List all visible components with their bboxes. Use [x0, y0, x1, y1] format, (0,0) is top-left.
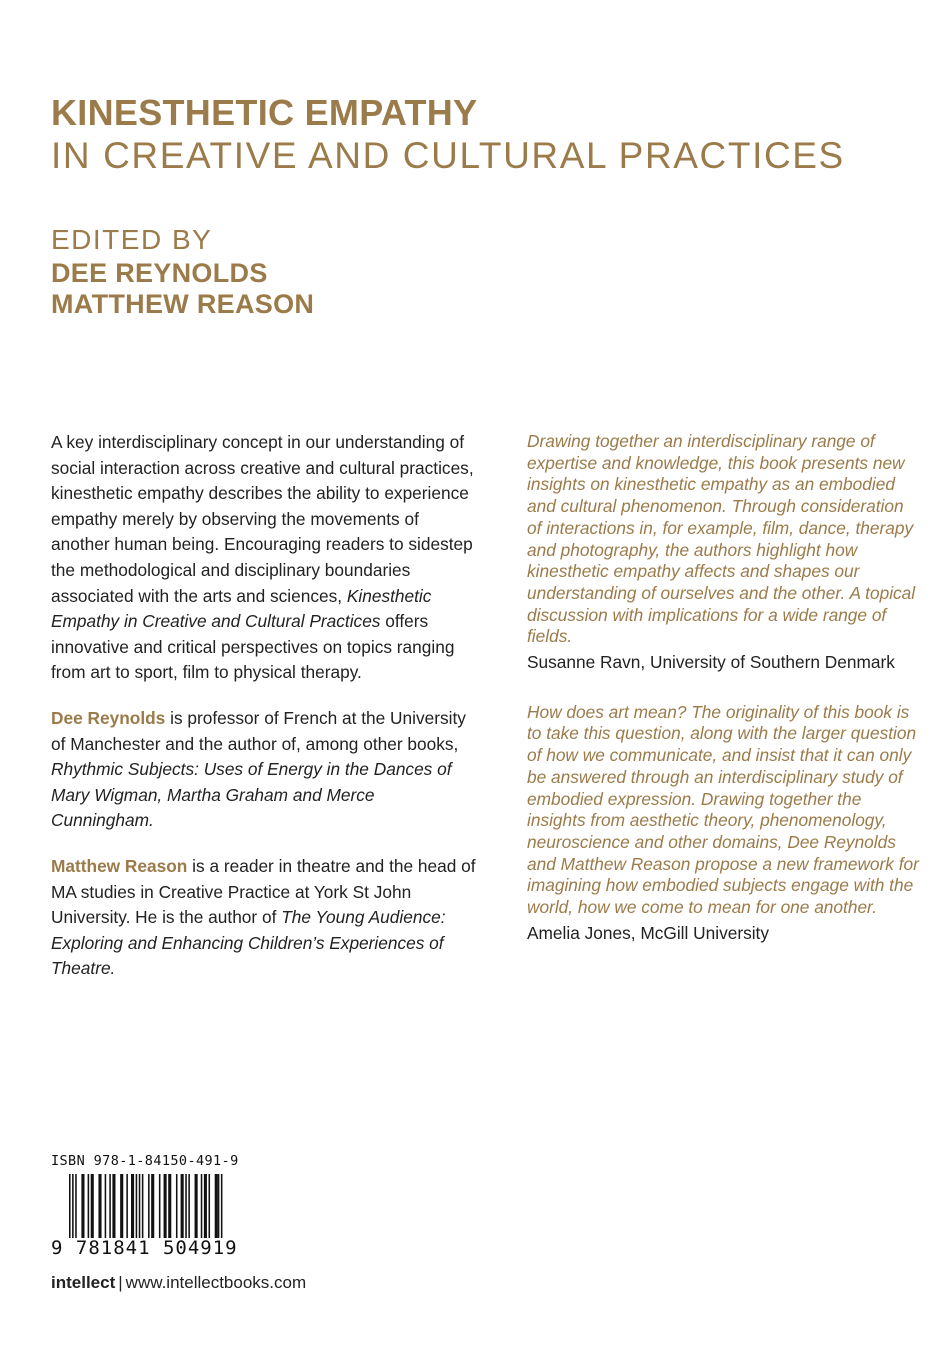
barcode-bar	[69, 1174, 71, 1238]
barcode-bar	[204, 1174, 207, 1238]
barcode-bar	[75, 1174, 77, 1238]
barcode-bar	[195, 1174, 198, 1238]
barcode-bar	[105, 1174, 107, 1238]
editor-bio	[51, 854, 481, 982]
barcode-bar	[120, 1174, 123, 1238]
bio-text: is a reader in theatre and the head of MA studies in Creative Practice at York St John University. He is the author of	[51, 855, 476, 928]
barcode-bar	[168, 1174, 171, 1238]
barcode-bar	[131, 1174, 134, 1238]
publisher-website[interactable]: www.intellectbooks.com	[125, 1273, 307, 1292]
barcode-bar	[148, 1174, 150, 1238]
barcode-bar	[126, 1174, 128, 1238]
barcode-bar	[164, 1174, 167, 1238]
barcode-bar	[72, 1174, 74, 1238]
barcode-bar	[185, 1174, 187, 1238]
blurb-paragraph	[51, 430, 481, 686]
book-title: KINESTHETIC EMPATHY	[51, 92, 478, 133]
barcode-bar	[112, 1174, 115, 1238]
editor-bio	[51, 706, 481, 834]
book-subtitle: IN CREATIVE AND CULTURAL PRACTICES	[51, 135, 845, 176]
barcode-bar	[139, 1174, 141, 1238]
barcode-bar	[142, 1174, 144, 1238]
barcode-bar	[218, 1174, 220, 1238]
barcode-bar	[159, 1174, 161, 1238]
barcode-bar	[201, 1174, 203, 1238]
bio-book-title: The Young Audience: Exploring and Enhancing Children’s Experiences of Theatre.	[51, 907, 446, 979]
barcode-bar	[215, 1174, 218, 1238]
publisher-footer	[51, 1273, 306, 1293]
barcode-bar	[91, 1174, 94, 1238]
barcode-bar	[181, 1174, 184, 1238]
barcode-bar	[88, 1174, 90, 1238]
review-quote: Drawing together an interdisciplinary range of expertise and knowledge, this book presents new insights on kinesthetic empathy as an embodied and cultural phenomenon. Through consideration of interactions in, for example, film, dance, therapy and photography, the authors highlight how kinesthetic empathy affects and shapes our understanding of ourselves and the other. A topical discussion with implications for a wide range of fields.	[527, 431, 916, 647]
blurb-text: offers innovative and critical perspectives on topics ranging from art to sport, film to physical therapy.	[51, 611, 455, 683]
bio-text: is professor of French at the University of Manchester and the author of, among other books,	[51, 707, 466, 754]
barcode-digits: 9 781841 504919	[51, 1237, 238, 1259]
review-attribution: Amelia Jones, McGill University	[527, 922, 769, 943]
barcode-bars	[51, 1174, 247, 1240]
isbn-label: ISBN 978-1-84150-491-9	[51, 1153, 239, 1169]
editor-name: DEE REYNOLDS	[51, 258, 268, 288]
bio-book-title: Rhythmic Subjects: Uses of Energy in the Dances of Mary Wigman, Martha Graham and Merce Cunningham.	[51, 759, 452, 831]
bio-name: Dee Reynolds	[51, 707, 166, 728]
review-attribution: Susanne Ravn, University of Southern Denmark	[527, 652, 895, 673]
reviews-column	[527, 431, 922, 944]
barcode-bar	[98, 1174, 101, 1238]
bio-name: Matthew Reason	[51, 855, 188, 876]
barcode-bar	[151, 1174, 154, 1238]
review-quote: How does art mean? The originality of this book is to take this question, along with the larger question of how we communicate, and insist that it can only be answered through an interdisciplinary study of embodied expression. Drawing together the insights from aesthetic theory, phenomenology, neuroscience and other domains, Dee Reynolds and Matthew Reason propose a new framework for imagining how embodied subjects engage with the world, how we come to mean for one another.	[527, 701, 919, 918]
publisher-name: intellect	[51, 1273, 116, 1292]
barcode-bar	[209, 1174, 211, 1238]
barcode	[51, 1153, 271, 1259]
editor-name: MATTHEW REASON	[51, 289, 315, 319]
barcode-bar	[136, 1174, 138, 1238]
footer-separator: |	[118, 1273, 123, 1292]
barcode-bar	[109, 1174, 111, 1238]
description-column	[51, 430, 481, 1002]
book-title-italic: Kinesthetic Empathy in Creative and Cultural Practices	[51, 585, 432, 632]
barcode-bar	[176, 1174, 178, 1238]
barcode-bar	[221, 1174, 223, 1238]
barcode-bar	[188, 1174, 190, 1238]
blurb-text: A key interdisciplinary concept in our understanding of social interaction across creative and cultural practices, kinesthetic empathy describes the ability to experience empathy merely by observing the movements of another human being. Encouraging readers to sidestep the methodological and disciplinary boundaries associated with the arts and sciences,	[51, 432, 474, 606]
edited-by-label: EDITED BY	[51, 224, 213, 255]
barcode-bar	[81, 1174, 84, 1238]
